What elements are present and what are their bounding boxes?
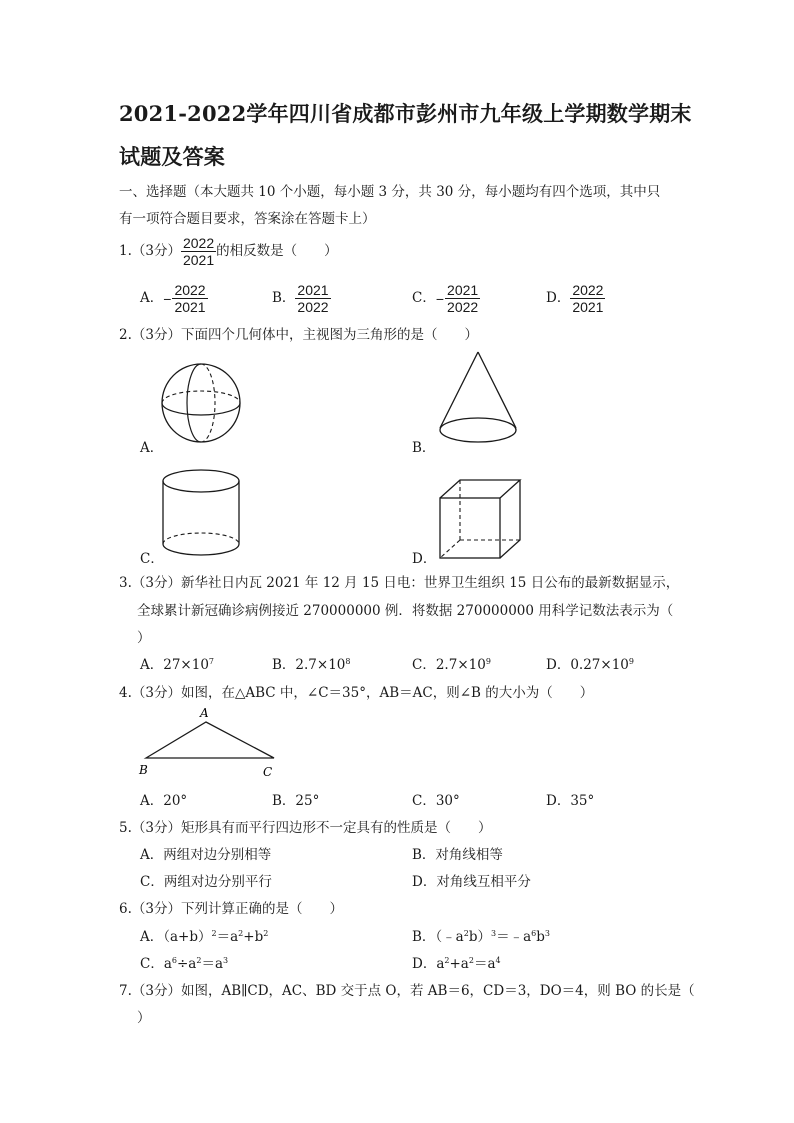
question-2: 2.（3分）下面四个几何体中，主视图为三角形的是（ ）: [119, 327, 478, 343]
q2-option-a: A．: [140, 440, 164, 456]
q1-fraction: [181, 235, 216, 268]
option-label: B．: [272, 657, 296, 673]
option-base: 0.27×10: [570, 657, 629, 673]
doc-title-line2: 试题及答案: [119, 144, 225, 169]
q3-option-a: [140, 653, 214, 673]
expr-part: a: [436, 956, 445, 972]
expr-part: ÷a: [177, 956, 197, 972]
expr-part: +b: [243, 929, 264, 945]
q4-option-c: C．30°: [412, 793, 460, 809]
frac-num: 2021: [447, 282, 479, 298]
q3-option-d: [546, 653, 634, 673]
option-label: C．: [140, 956, 164, 972]
option-label: B．: [272, 290, 296, 306]
expr-exponent: 3: [490, 929, 497, 938]
option-base: 2.7×10: [295, 657, 346, 673]
option-exponent: 9: [628, 657, 634, 666]
q6-option-a: [140, 925, 268, 945]
option-fraction: [172, 282, 207, 315]
option-label: D．: [546, 290, 571, 306]
q6-option-c: [140, 952, 228, 972]
cone-icon: [436, 350, 520, 446]
q5-option-d: D．对角线互相平分: [412, 874, 531, 890]
option-base: 27×10: [163, 657, 209, 673]
q1-option-a: [140, 282, 208, 315]
expr-exponent: 3: [223, 956, 229, 965]
expr-part: a: [163, 956, 172, 972]
neg-sign: −: [435, 290, 445, 307]
q4-option-a: A．20°: [140, 793, 188, 809]
expr-part: （﹣a: [435, 929, 464, 945]
expr-exponent: 4: [495, 956, 501, 965]
expr-exponent: 2: [196, 956, 202, 965]
frac-den: 2022: [447, 299, 479, 315]
expr-part: （a+b）: [163, 929, 212, 945]
option-fraction: [295, 282, 330, 315]
expr-exponent: 2: [238, 929, 244, 938]
expr-part: ＝a: [201, 956, 224, 972]
q1-prefix: 1.（3分）: [119, 243, 181, 259]
expr-exponent: 6: [531, 929, 537, 938]
option-base: 2.7×10: [435, 657, 486, 673]
section-header-line2: 有一项符合题目要求，答案涂在答题卡上）: [119, 211, 376, 227]
expr-exponent: 2: [463, 929, 469, 938]
frac-num: 2022: [572, 282, 604, 298]
option-label: A．: [140, 290, 164, 306]
expr-part: +a: [449, 956, 469, 972]
neg-sign: −: [163, 290, 172, 307]
option-label: D．: [546, 657, 571, 673]
q1-option-d: [546, 282, 605, 315]
question-1: [119, 235, 338, 268]
q6-option-d: [412, 952, 501, 972]
expr-part: b: [536, 929, 545, 945]
expr-part: ＝a: [473, 956, 496, 972]
question-7-line2: ）: [137, 1010, 151, 1026]
q5-option-b: B．对角线相等: [412, 847, 503, 863]
q3-option-c: [412, 653, 491, 673]
vertex-b-label: B: [139, 763, 148, 777]
option-label: C．: [412, 657, 436, 673]
vertex-c-label: C: [263, 765, 273, 779]
frac-num: 2021: [297, 282, 329, 298]
q5-option-a: A．两组对边分别相等: [140, 847, 272, 863]
question-7-line1: 7.（3分）如图，AB∥CD，AC、BD 交于点 O，若 AB＝6，CD＝3，DO＝4，则 BO 的长是（: [119, 983, 695, 999]
frac-den: 2022: [297, 299, 329, 315]
question-4: 4.（3分）如图，在△ABC 中，∠C＝35°，AB＝AC，则∠B 的大小为（ ）: [119, 685, 594, 701]
expr-exponent: 3: [544, 929, 550, 938]
option-fraction: [570, 282, 605, 315]
question-3-line3: ）: [137, 630, 151, 646]
expr-exponent: 6: [171, 956, 177, 965]
q4-option-d: D．35°: [546, 793, 595, 809]
q2-option-b: B．: [412, 440, 436, 456]
option-label: A．: [140, 929, 164, 945]
section-header-line1: 一、选择题（本大题共 10 个小题，每小题 3 分，共 30 分，每小题均有四个选项，其中只: [119, 184, 661, 200]
option-label: C．: [412, 290, 436, 306]
option-label: B．: [412, 929, 436, 945]
doc-title-line1: 2021-2022学年四川省成都市彭州市九年级上学期数学期末: [119, 101, 692, 126]
expr-exponent: 2: [444, 956, 450, 965]
option-fraction: [445, 282, 480, 315]
q2-option-c: C．: [140, 551, 164, 567]
question-5: 5.（3分）矩形具有而平行四边形不一定具有的性质是（ ）: [119, 820, 492, 836]
q1-option-c: [412, 282, 480, 315]
frac-den: 2021: [174, 299, 206, 315]
question-3-line2: 全球累计新冠确诊病例接近 270000000 例．将数据 270000000 用科学记数法表示为（: [137, 603, 674, 619]
q1-frac-den: 2021: [182, 252, 215, 268]
expr-part: b）: [468, 929, 491, 945]
option-label: D．: [412, 956, 437, 972]
triangle-figure: [136, 704, 286, 780]
option-label: A．: [140, 657, 164, 673]
q1-frac-num: 2022: [182, 235, 215, 251]
q2-option-d: D．: [412, 551, 437, 567]
q3-option-b: [272, 653, 350, 673]
q5-option-c: C．两组对边分别平行: [140, 874, 272, 890]
sphere-icon: [160, 362, 242, 444]
option-exponent: 8: [345, 657, 351, 666]
option-exponent: 9: [485, 657, 491, 666]
cylinder-icon: [160, 468, 242, 560]
question-6: 6.（3分）下列计算正确的是（ ）: [119, 901, 343, 917]
expr-exponent: 2: [468, 956, 474, 965]
q6-option-b: [412, 925, 550, 945]
expr-exponent: 2: [263, 929, 269, 938]
q4-option-b: B．25°: [272, 793, 320, 809]
q1-option-b: [272, 282, 331, 315]
expr-part: ＝a: [216, 929, 239, 945]
cube-icon: [438, 478, 522, 560]
vertex-a-label: A: [200, 706, 209, 720]
option-exponent: 7: [208, 657, 215, 666]
question-3-line1: 3.（3分）新华社日内瓦 2021 年 12 月 15 日电：世界卫生组织 15 日公布的最新数据显示，: [119, 575, 680, 591]
frac-num: 2022: [174, 282, 206, 298]
expr-exponent: 2: [211, 929, 217, 938]
frac-den: 2021: [572, 299, 604, 315]
q1-suffix: 的相反数是（ ）: [216, 243, 338, 259]
expr-part: ＝﹣a: [496, 929, 532, 945]
